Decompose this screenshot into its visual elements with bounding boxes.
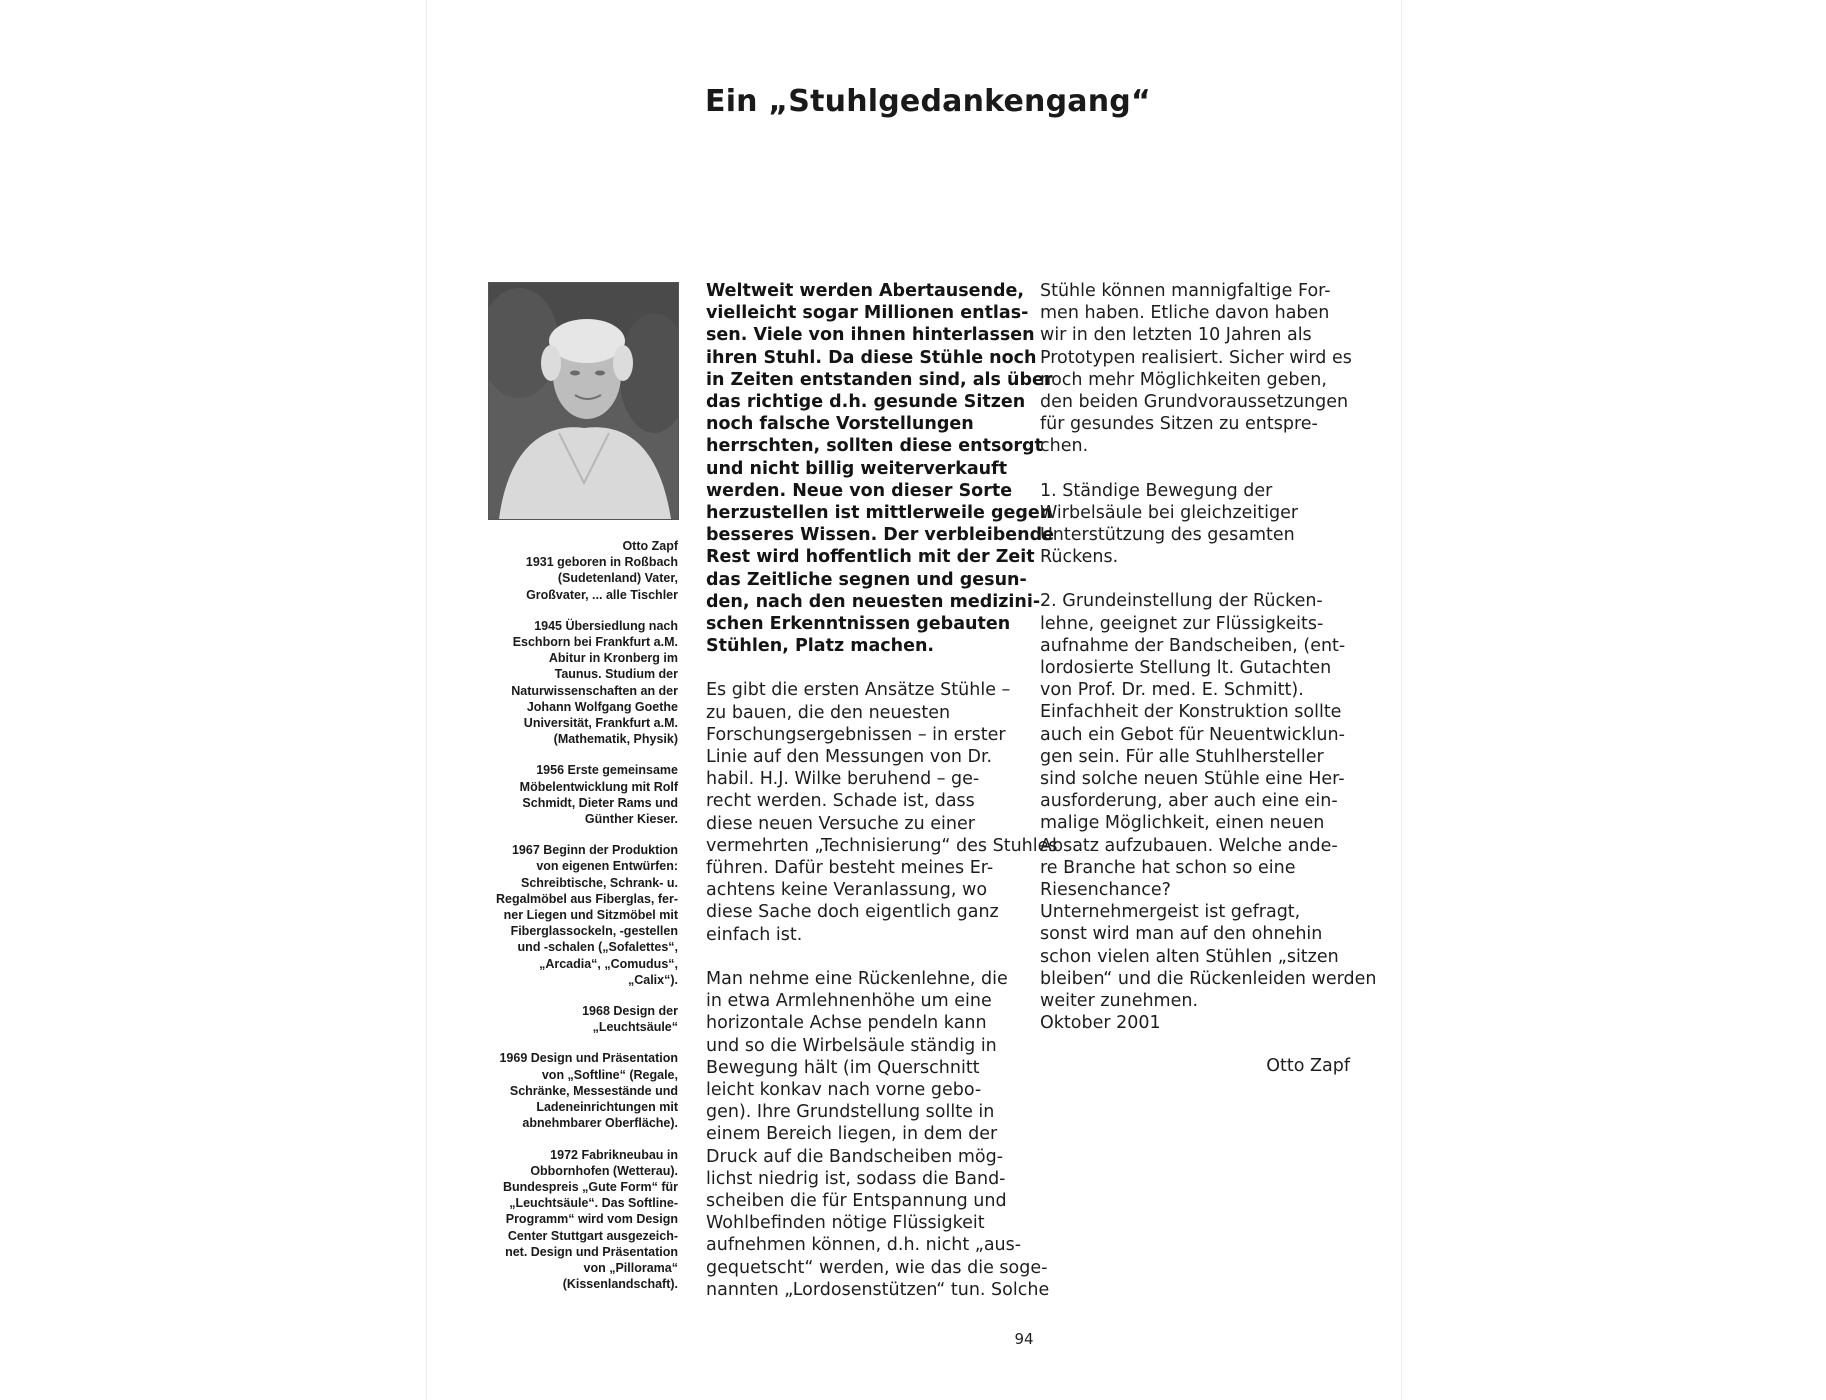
text-line: Unterstützung des gesamten [1040, 525, 1295, 546]
text-line: Riesenchance? [1040, 880, 1171, 901]
text-line: 1. Ständige Bewegung der [1040, 480, 1273, 501]
biography-line: Eschborn bei Frankfurt a.M. [512, 635, 678, 650]
biography-line: Bundespreis „Gute Form“ für [502, 1179, 678, 1194]
biography-line: von eigenen Entwürfen: [536, 859, 678, 874]
biography-line: 1931 geboren in Roßbach [525, 555, 678, 570]
biography-line: Günther Kieser. [584, 812, 678, 827]
text-line: noch falsche Vorstellungen [706, 414, 974, 435]
text-line: in Zeiten entstanden sind, als über [706, 369, 1053, 390]
text-line: vielleicht sogar Millionen entlas- [706, 303, 1029, 324]
text-line: chen. [1040, 436, 1089, 457]
biography-line: Johann Wolfgang Goethe [526, 699, 678, 714]
text-line: achtens keine Veranlassung, wo [706, 880, 988, 901]
text-line: bleiben“ und die Rückenleiden werden [1040, 968, 1377, 989]
text-line: besseres Wissen. Der verbleibende [706, 525, 1054, 546]
biography-line: Universität, Frankfurt a.M. [523, 716, 678, 731]
text-line: schon vielen alten Stühlen „sitzen [1040, 946, 1339, 967]
text-line: malige Möglichkeit, einen neuen [1040, 813, 1325, 834]
text-line: Stühlen, Platz machen. [706, 636, 935, 657]
page-title: Ein „Stuhlgedankengang“ [705, 84, 1151, 119]
biography-line: 1956 Erste gemeinsame [536, 763, 678, 778]
biography-line: Naturwissenschaften an der [511, 683, 678, 698]
text-line: Wirbelsäule bei gleichzeitiger [1040, 502, 1299, 523]
biography-sidebar [488, 538, 678, 1307]
body-paragraph [1040, 590, 1377, 1034]
text-line: den, nach den neuesten medizini- [706, 591, 1041, 612]
text-line: Es gibt die ersten Ansätze Stühle – [706, 680, 1011, 701]
text-line: Man nehme eine Rückenlehne, die [706, 968, 1008, 989]
body-paragraph [706, 968, 1050, 1301]
text-line: gen). Ihre Grundstellung sollte in [706, 1102, 995, 1123]
biography-line: net. Design und Präsentation [505, 1244, 678, 1259]
text-line: in etwa Armlehnenhöhe um eine [706, 991, 992, 1012]
text-line: diese Sache doch eigentlich ganz [706, 902, 999, 923]
text-line: 2. Grundeinstellung der Rücken- [1040, 591, 1323, 612]
text-line: Bewegung hält (im Querschnitt [706, 1057, 980, 1078]
biography-line: „Leuchtsäule“. Das Softline- [509, 1196, 678, 1211]
text-line: Stühle können mannigfaltige For- [1040, 281, 1331, 301]
text-line: Einfachheit der Konstruktion sollte [1040, 702, 1342, 723]
biography-line: abnehmbarer Oberfläche). [522, 1116, 678, 1131]
text-line: Absatz aufzubauen. Welche ande- [1040, 835, 1338, 856]
body-paragraph [1040, 480, 1350, 569]
body-paragraph [1040, 280, 1350, 458]
text-line: sen. Viele von ihnen hinterlassen [706, 325, 1035, 346]
text-line: leicht konkav nach vorne gebo- [706, 1079, 982, 1100]
text-line: wir in den letzten 10 Jahren als [1040, 325, 1312, 346]
biography-line: Abitur in Kronberg im [548, 651, 678, 666]
biography-line: Regalmöbel aus Fiberglas, fer- [496, 891, 678, 906]
text-line: vermehrten „Technisierung“ des Stuhles [706, 835, 1058, 856]
biography-line: Großvater, ... alle Tischler [526, 587, 678, 602]
text-line: weiter zunehmen. [1040, 991, 1199, 1012]
text-line: gen sein. Für alle Stuhlhersteller [1040, 746, 1324, 767]
text-line: Weltweit werden Abertausende, [706, 281, 1025, 301]
text-line: den beiden Grundvoraussetzungen [1040, 392, 1349, 413]
page-number: 94 [1014, 1330, 1034, 1348]
text-line: Unternehmergeist ist gefragt, [1040, 902, 1301, 923]
text-line: Wohlbefinden nötige Flüssigkeit [706, 1213, 985, 1234]
text-line: lichst niedrig ist, sodass die Band- [706, 1168, 1006, 1189]
biography-line: „Calix“). [627, 972, 678, 987]
biography-line: „Leuchtsäule“ [592, 1020, 678, 1035]
text-line: Prototypen realisiert. Sicher wird es [1040, 347, 1352, 368]
body-paragraph [706, 679, 1058, 945]
text-line: sind solche neuen Stühle eine Her- [1040, 769, 1345, 790]
text-line: führen. Dafür besteht meines Er- [706, 858, 994, 879]
biography-line: (Sudetenland) Vater, [557, 571, 678, 586]
text-line: herrschten, sollten diese entsorgt [706, 436, 1043, 457]
biography-line: Fiberglassockeln, -gestellen [510, 924, 678, 939]
text-line: auch ein Gebot für Neuentwicklun- [1040, 724, 1345, 745]
text-line: schen Erkenntnissen gebauten [706, 614, 1011, 635]
biography-entry [488, 1147, 678, 1293]
biography-line: Möbelentwicklung mit Rolf [519, 779, 678, 794]
biography-entry [488, 538, 678, 603]
text-line: men haben. Etliche davon haben [1040, 303, 1330, 324]
text-line: lehne, geeignet zur Flüssigkeits- [1040, 613, 1324, 634]
biography-line: ner Liegen und Sitzmöbel mit [503, 908, 678, 923]
text-line: recht werden. Schade ist, dass [706, 791, 975, 812]
text-line: re Branche hat schon so eine [1040, 857, 1296, 878]
text-line: werden. Neue von dieser Sorte [706, 480, 1013, 501]
text-line: habil. H.J. Wilke beruhend – ge- [706, 769, 980, 790]
biography-line: 1967 Beginn der Produktion [511, 843, 678, 858]
text-line: zu bauen, die den neuesten [706, 702, 951, 723]
text-line: noch mehr Möglichkeiten geben, [1040, 369, 1327, 390]
biography-line: Programm“ wird vom Design [505, 1212, 678, 1227]
text-line: und nicht billig weiterverkauft [706, 458, 1008, 479]
biography-line: 1968 Design der [582, 1004, 678, 1019]
author-signature: Otto Zapf [1266, 1055, 1350, 1076]
biography-line: Schmidt, Dieter Rams und [522, 795, 678, 810]
text-line: Oktober 2001 [1040, 1013, 1161, 1034]
text-line: aufnahme der Bandscheiben, (ent- [1040, 635, 1346, 656]
text-line: gequetscht“ werden, wie das die soge- [706, 1257, 1048, 1278]
biography-line: Ladeneinrichtungen mit [536, 1100, 678, 1115]
text-line: herzustellen ist mittlerweile gegen [706, 503, 1053, 524]
text-line: scheiben die für Entspannung und [706, 1190, 1007, 1211]
text-line: aufnehmen können, d.h. nicht „aus- [706, 1235, 1022, 1256]
text-line: von Prof. Dr. med. E. Schmitt). [1040, 680, 1304, 701]
biography-line: „Arcadia“, „Comudus“, [539, 956, 678, 971]
biography-entry [488, 762, 678, 827]
text-line: Druck auf die Bandscheiben mög- [706, 1146, 1004, 1167]
text-line: ihren Stuhl. Da diese Stühle noch [706, 347, 1037, 368]
text-line: Forschungsergebnissen – in erster [706, 724, 1006, 745]
biography-line: (Kissenlandschaft). [562, 1277, 678, 1292]
biography-line: von „Pillorama“ [583, 1260, 678, 1275]
article-column-middle [706, 280, 1058, 1301]
biography-line: Schreibtische, Schrank- u. [521, 875, 678, 890]
biography-line: 1969 Design und Präsentation [499, 1051, 678, 1066]
text-line: einfach ist. [706, 924, 803, 945]
text-line: sonst wird man auf den ohnehin [1040, 924, 1323, 945]
biography-line: 1972 Fabrikneubau in [550, 1147, 678, 1162]
biography-entry [488, 1050, 678, 1131]
biography-line: (Mathematik, Physik) [553, 732, 678, 747]
text-line: und so die Wirbelsäule ständig in [706, 1035, 997, 1056]
biography-line: Schränke, Messestände und [509, 1083, 678, 1098]
text-line: lordosierte Stellung lt. Gutachten [1040, 658, 1332, 679]
biography-line: 1945 Übersiedlung nach [534, 618, 678, 633]
text-line: das Zeitliche segnen und gesun- [706, 569, 1027, 590]
text-line: ausforderung, aber auch eine ein- [1040, 791, 1338, 812]
text-line: für gesundes Sitzen zu entspre- [1040, 414, 1318, 435]
text-line: Rest wird hoffentlich mit der Zeit [706, 547, 1035, 568]
portrait-photo [488, 282, 679, 520]
text-line: nannten „Lordosenstützen“ tun. Solche [706, 1279, 1050, 1300]
text-line: diese neuen Versuche zu einer [706, 813, 975, 834]
biography-line: Center Stuttgart ausgezeich- [507, 1228, 678, 1243]
text-line: Linie auf den Messungen von Dr. [706, 747, 993, 768]
text-line: horizontale Achse pendeln kann [706, 1013, 987, 1034]
text-line: Rückens. [1040, 547, 1119, 568]
text-line: einem Bereich liegen, in dem der [706, 1124, 998, 1145]
biography-line: von „Softline“ (Regale, [541, 1067, 678, 1082]
biography-line: Taunus. Studium der [554, 667, 678, 682]
biography-entry [488, 1003, 678, 1035]
lead-paragraph [706, 280, 1054, 657]
biography-entry [488, 618, 678, 748]
article-column-right [1040, 280, 1377, 1077]
biography-line: und -schalen („Sofalettes“, [517, 940, 678, 955]
biography-line: Obbornhofen (Wetterau). [530, 1163, 678, 1178]
biography-entry [488, 842, 678, 988]
text-line: das richtige d.h. gesunde Sitzen [706, 392, 1026, 413]
biography-line: Otto Zapf [622, 539, 678, 553]
